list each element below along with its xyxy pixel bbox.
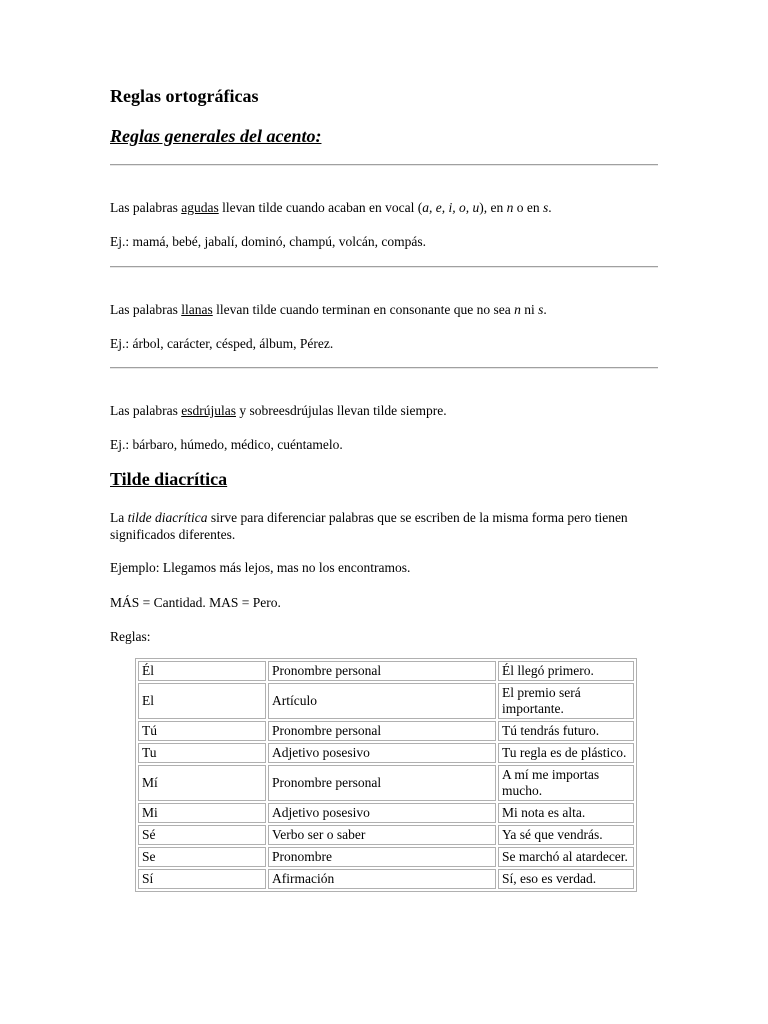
divider: [110, 367, 658, 369]
table-row: [138, 661, 634, 681]
word-cell: Sé: [138, 825, 266, 845]
example-llanas: Ej.: árbol, carácter, césped, álbum, Pérez.: [110, 336, 334, 351]
example-cell: Se marchó al atardecer.: [498, 847, 634, 867]
type-cell: Afirmación: [268, 869, 496, 889]
word-cell: Mi: [138, 803, 266, 823]
rule-esdrujulas: Las palabras esdrújulas y sobreesdrújulas llevan tilde siempre.: [110, 403, 447, 418]
example-cell: Sí, eso es verdad.: [498, 869, 634, 889]
type-cell: Pronombre personal: [268, 661, 496, 681]
table-row: [138, 743, 634, 763]
term-esdrujulas: esdrújulas: [181, 403, 236, 418]
word-cell: Mí: [138, 765, 266, 801]
word-cell: Sí: [138, 869, 266, 889]
example-agudas: Ej.: mamá, bebé, jabalí, dominó, champú, volcán, compás.: [110, 234, 427, 249]
table-row: [138, 721, 634, 741]
type-cell: Pronombre personal: [268, 721, 496, 741]
example-diacritica: Ejemplo: Llegamos más lejos, mas no los encontramos.: [110, 560, 411, 575]
meaning-diacritica: MÁS = Cantidad. MAS = Pero.: [110, 595, 281, 610]
table-row: [138, 847, 634, 867]
section-title-acento: Reglas generales del acento:: [110, 126, 322, 146]
rules-label: Reglas:: [110, 629, 151, 644]
table-row: [138, 683, 634, 719]
example-cell: Tú tendrás futuro.: [498, 721, 634, 741]
type-cell: Adjetivo posesivo: [268, 803, 496, 823]
example-cell: Tu regla es de plástico.: [498, 743, 634, 763]
type-cell: Verbo ser o saber: [268, 825, 496, 845]
example-cell: Mi nota es alta.: [498, 803, 634, 823]
rule-llanas: Las palabras llanas llevan tilde cuando terminan en consonante que no sea n ni s.: [110, 302, 547, 317]
word-cell: Se: [138, 847, 266, 867]
word-cell: El: [138, 683, 266, 719]
divider: [110, 164, 658, 166]
type-cell: Pronombre: [268, 847, 496, 867]
example-cell: Él llegó primero.: [498, 661, 634, 681]
table-row: [138, 869, 634, 889]
type-cell: Adjetivo posesivo: [268, 743, 496, 763]
example-cell: A mí me importas mucho.: [498, 765, 634, 801]
term-agudas: agudas: [181, 200, 219, 215]
section-title-diacritica: Tilde diacrítica: [110, 469, 228, 489]
word-cell: Tú: [138, 721, 266, 741]
term-llanas: llanas: [181, 302, 213, 317]
example-esdrujulas: Ej.: bárbaro, húmedo, médico, cuéntamelo.: [110, 437, 343, 452]
word-cell: Él: [138, 661, 266, 681]
type-cell: Artículo: [268, 683, 496, 719]
type-cell: Pronombre personal: [268, 765, 496, 801]
table-row: [138, 803, 634, 823]
example-cell: Ya sé que vendrás.: [498, 825, 634, 845]
page-title: Reglas ortográficas: [110, 86, 259, 106]
table-row: [138, 765, 634, 801]
rule-agudas: Las palabras agudas llevan tilde cuando acaban en vocal (a, e, i, o, u), en n o en s.: [110, 200, 552, 215]
example-cell: El premio será importante.: [498, 683, 634, 719]
diacritic-rules-table: [135, 658, 637, 892]
word-cell: Tu: [138, 743, 266, 763]
table-row: [138, 825, 634, 845]
divider: [110, 266, 658, 268]
intro-diacritica: La tilde diacrítica sirve para diferenciar palabras que se escriben de la misma forma pero tienen significados diferentes.: [110, 510, 628, 542]
